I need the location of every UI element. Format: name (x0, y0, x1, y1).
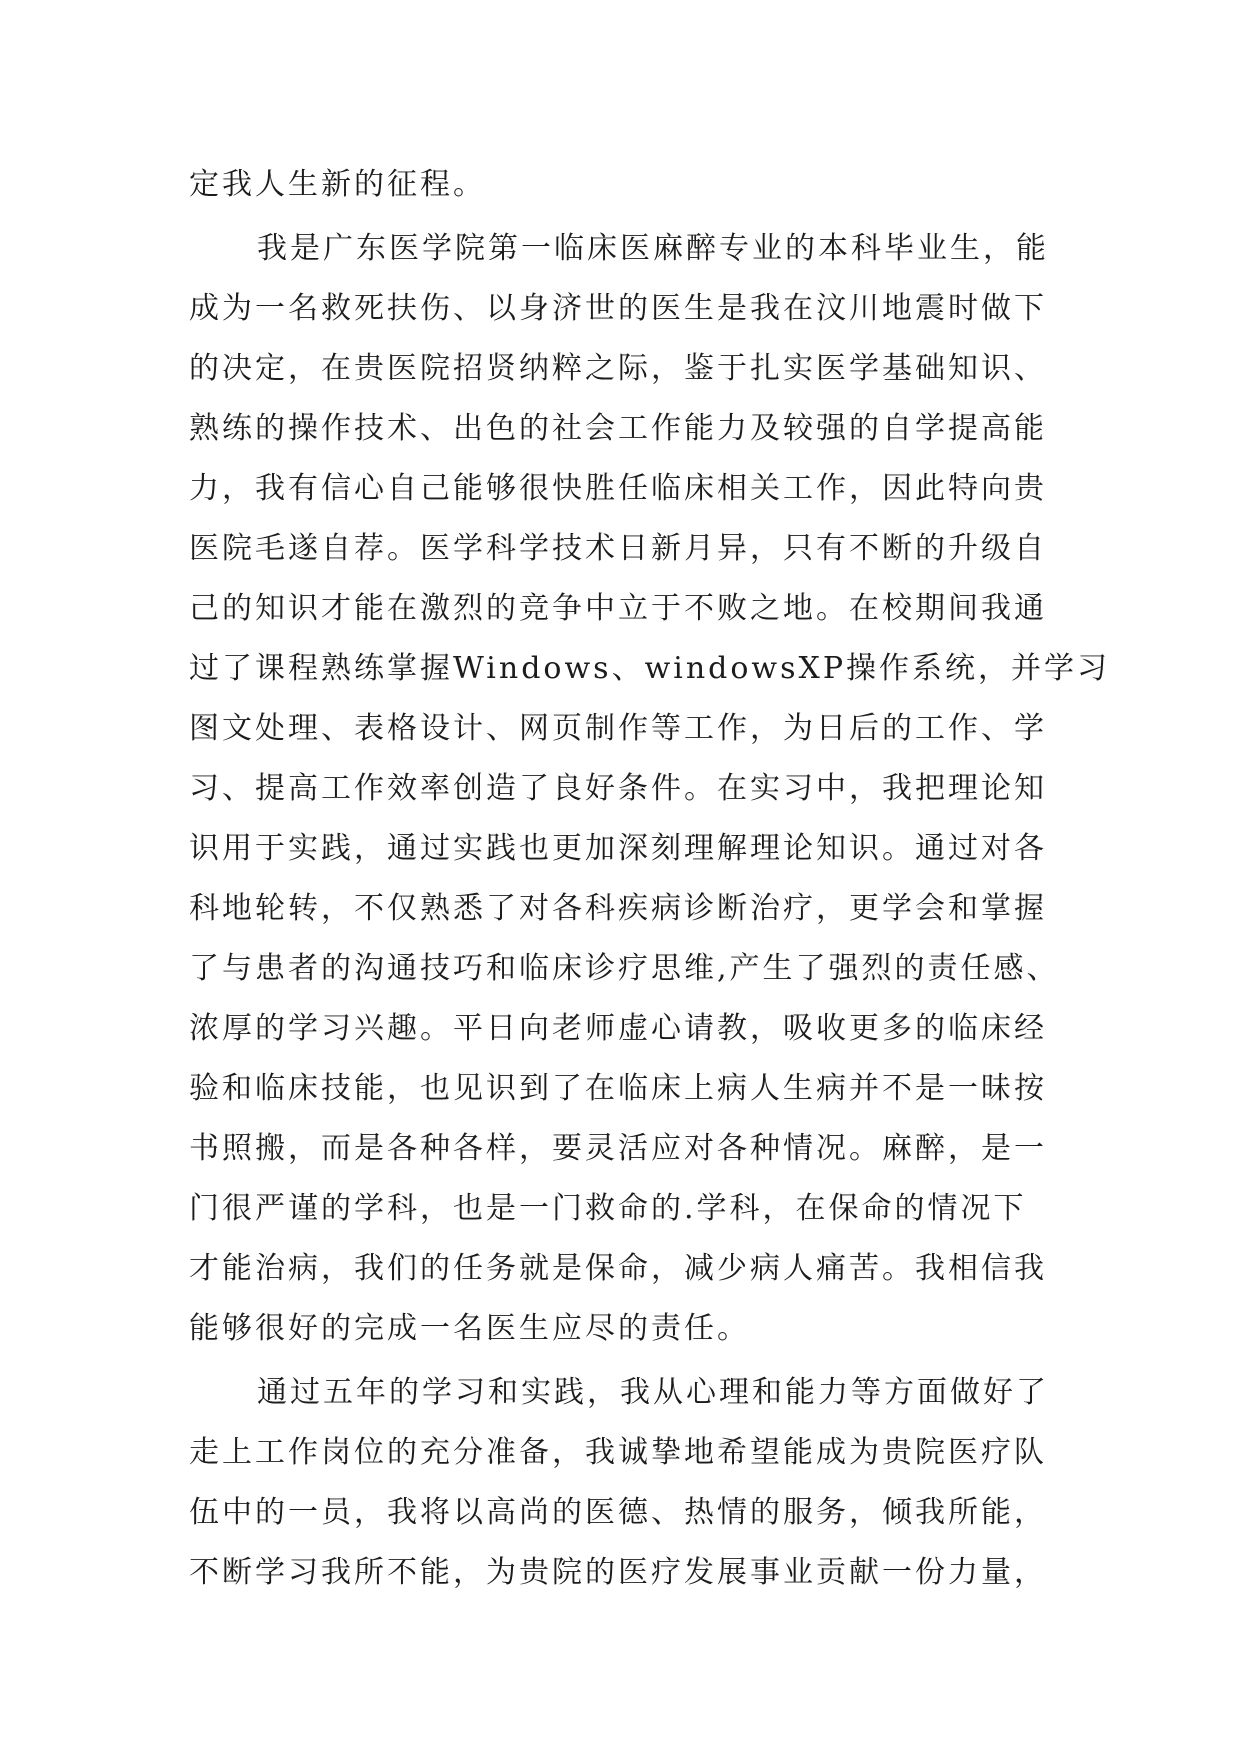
paragraph-3 (189, 1363, 1089, 1603)
text-line: 才能治病，我们的任务就是保命，减少病人痛苦。我相信我 (189, 1251, 1047, 1286)
text-line: 熟练的操作技术、出色的社会工作能力及较强的自学提高能 (189, 411, 1047, 446)
text-line: 通过五年的学习和实践，我从心理和能力等方面做好了 (257, 1375, 1049, 1410)
document-body (189, 155, 1111, 1603)
text-line: 己的知识才能在激烈的竞争中立于不败之地。在校期间我通 (189, 591, 1047, 626)
text-line: 过了课程熟练掌握Windows、windowsXP操作系统，并学习 (189, 651, 1111, 686)
text-line: 伍中的一员，我将以高尚的医德、热情的服务，倾我所能， (189, 1495, 1047, 1530)
text-line: 定我人生新的征程。 (189, 167, 486, 202)
paragraph-1 (189, 155, 1089, 215)
text-line: 能够很好的完成一名医生应尽的责任。 (189, 1311, 750, 1346)
text-line: 我是广东医学院第一临床医麻醉专业的本科毕业生，能 (257, 231, 1049, 266)
text-line: 了与患者的沟通技巧和临床诊疗思维,产生了强烈的责任感、 (189, 951, 1060, 986)
text-line: 书照搬，而是各种各样，要灵活应对各种情况。麻醉，是一 (189, 1131, 1047, 1166)
text-line: 的决定，在贵医院招贤纳粹之际，鉴于扎实医学基础知识、 (189, 351, 1047, 386)
text-line: 医院毛遂自荐。医学科学技术日新月异，只有不断的升级自 (189, 531, 1047, 566)
text-line: 力，我有信心自己能够很快胜任临床相关工作，因此特向贵 (189, 471, 1047, 506)
text-line: 不断学习我所不能，为贵院的医疗发展事业贡献一份力量， (189, 1555, 1047, 1590)
text-line: 识用于实践，通过实践也更加深刻理解理论知识。通过对各 (189, 831, 1047, 866)
text-line: 图文处理、表格设计、网页制作等工作，为日后的工作、学 (189, 711, 1047, 746)
text-line: 习、提高工作效率创造了良好条件。在实习中，我把理论知 (189, 771, 1047, 806)
text-line: 门很严谨的学科，也是一门救命的.学科，在保命的情况下 (189, 1191, 1027, 1226)
text-line: 成为一名救死扶伤、以身济世的医生是我在汶川地震时做下 (189, 291, 1047, 326)
text-line: 科地轮转，不仅熟悉了对各科疾病诊断治疗，更学会和掌握 (189, 891, 1047, 926)
text-line: 验和临床技能，也见识到了在临床上病人生病并不是一昧按 (189, 1071, 1047, 1106)
text-line: 走上工作岗位的充分准备，我诚挚地希望能成为贵院医疗队 (189, 1435, 1047, 1470)
paragraph-2 (189, 219, 1111, 1359)
text-line: 浓厚的学习兴趣。平日向老师虚心请教，吸收更多的临床经 (189, 1011, 1047, 1046)
